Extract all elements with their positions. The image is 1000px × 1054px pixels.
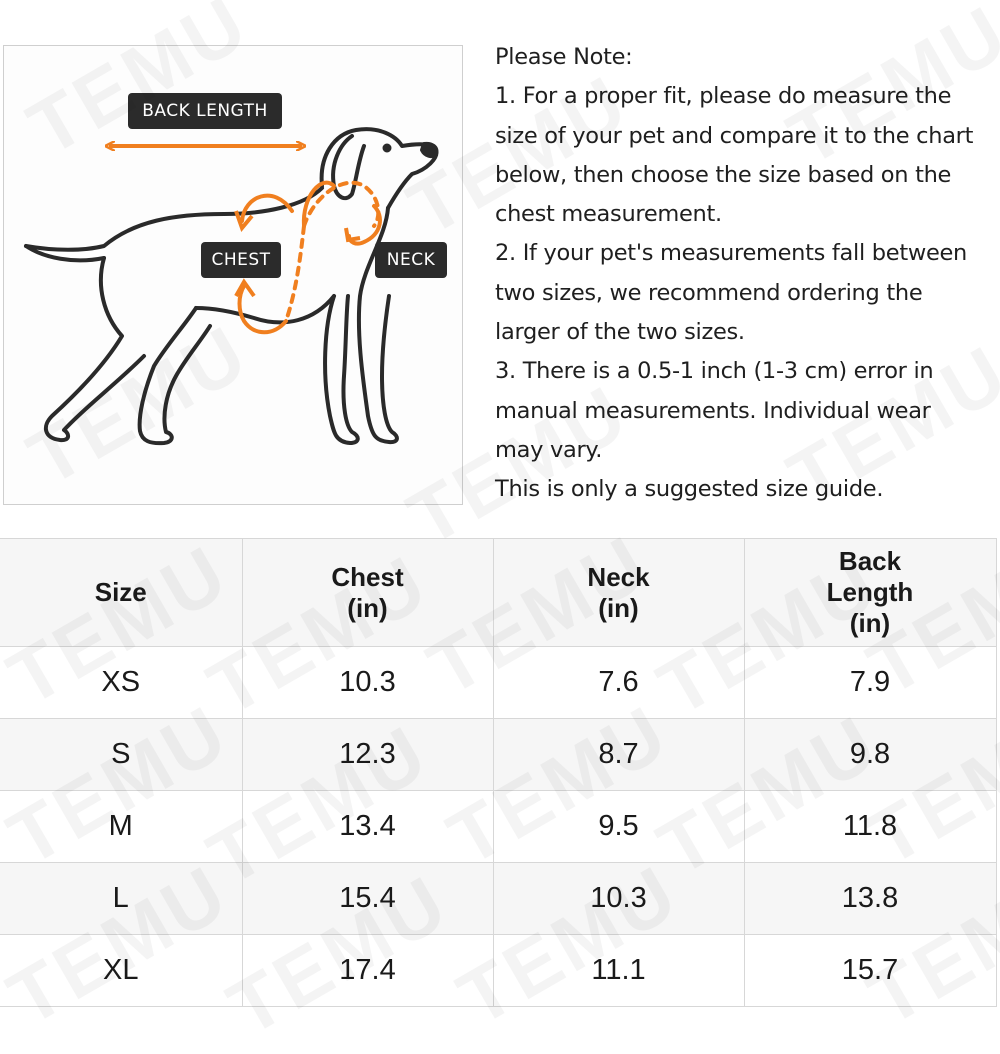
notes-line: larger of the two sizes. <box>495 319 745 346</box>
cell-size: XL <box>0 935 242 1007</box>
cell-size: M <box>0 791 242 863</box>
notes-line: chest measurement. <box>495 201 722 228</box>
notes-line: two sizes, we recommend ordering the <box>495 279 923 306</box>
cell-size: S <box>0 719 242 791</box>
cell-neck: 8.7 <box>493 719 744 791</box>
table-row <box>0 791 996 863</box>
notes-line: 3. There is a 0.5-1 inch (1-3 cm) error in <box>495 358 934 385</box>
notes-heading: Please Note: <box>495 44 633 70</box>
chest-label: CHEST <box>201 242 281 278</box>
table-row <box>0 863 996 935</box>
size-illustration <box>3 45 463 505</box>
header-chest: Chest (in) <box>242 539 493 647</box>
notes-line: below, then choose the size based on the <box>495 161 952 188</box>
cell-neck: 9.5 <box>493 791 744 863</box>
cell-neck: 11.1 <box>493 935 744 1007</box>
notes-line: size of your pet and compare it to the chart <box>495 122 974 149</box>
size-chart-table <box>0 538 997 1007</box>
notes-line: This is only a suggested size guide. <box>495 476 884 503</box>
table-row <box>0 935 996 1007</box>
table-row <box>0 719 996 791</box>
cell-size: L <box>0 863 242 935</box>
table-header-row <box>0 539 996 647</box>
back-length-label: BACK LENGTH <box>128 93 282 129</box>
header-back-length: Back Length (in) <box>744 539 996 647</box>
notes-line: 2. If your pet's measurements fall between <box>495 240 967 267</box>
cell-chest: 12.3 <box>242 719 493 791</box>
size-notes <box>495 38 995 510</box>
cell-chest: 10.3 <box>242 647 493 719</box>
cell-back-length: 11.8 <box>744 791 996 863</box>
cell-chest: 13.4 <box>242 791 493 863</box>
table-row <box>0 647 996 719</box>
cell-neck: 7.6 <box>493 647 744 719</box>
neck-label: NECK <box>375 242 447 278</box>
cell-back-length: 15.7 <box>744 935 996 1007</box>
cell-back-length: 13.8 <box>744 863 996 935</box>
header-neck: Neck (in) <box>493 539 744 647</box>
notes-line: 1. For a proper fit, please do measure the <box>495 83 952 110</box>
cell-size: XS <box>0 647 242 719</box>
cell-neck: 10.3 <box>493 863 744 935</box>
dog-outline <box>26 129 436 443</box>
header-size: Size <box>0 539 242 647</box>
cell-chest: 15.4 <box>242 863 493 935</box>
cell-back-length: 7.9 <box>744 647 996 719</box>
cell-back-length: 9.8 <box>744 719 996 791</box>
cell-chest: 17.4 <box>242 935 493 1007</box>
notes-line: manual measurements. Individual wear <box>495 397 931 424</box>
notes-line: may vary. <box>495 436 603 463</box>
